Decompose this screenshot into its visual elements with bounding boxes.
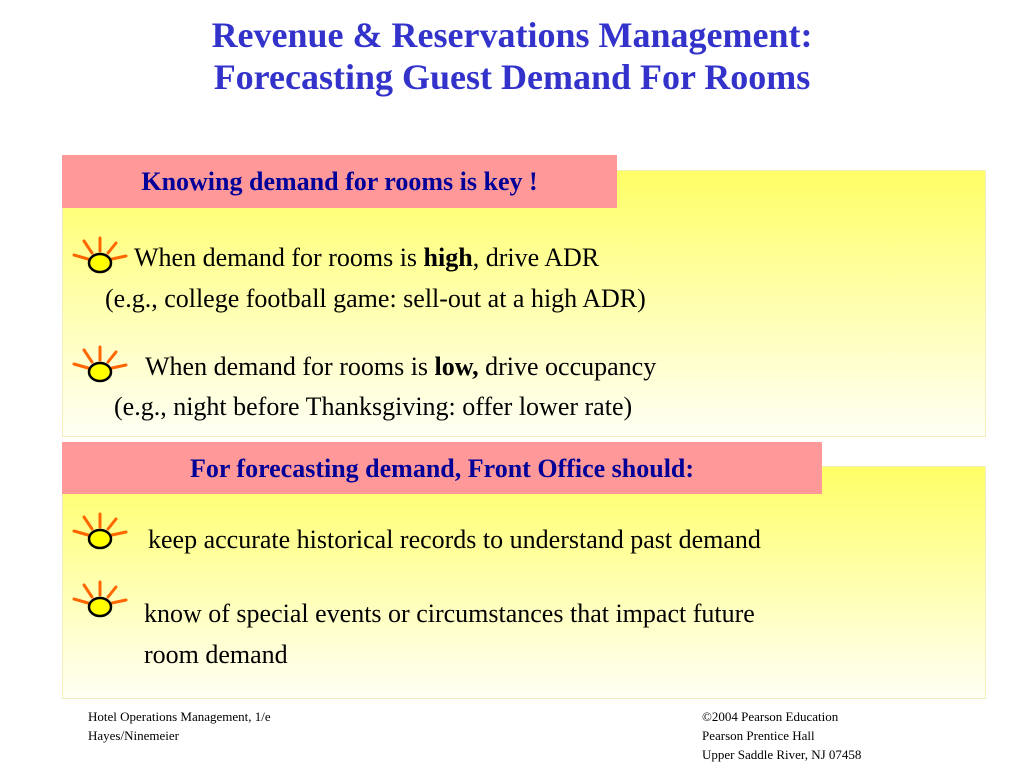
slide-title: [0, 14, 1024, 98]
bullet-high-bold: high: [423, 243, 473, 272]
bullet-high-demand: [134, 243, 599, 273]
bullet-low-prefix: When demand for rooms is: [145, 352, 435, 381]
sun-bullet-icon: [70, 512, 130, 554]
section2-header: For forecasting demand, Front Office should:: [62, 442, 822, 494]
bullet-special-events-line2: room demand: [144, 640, 288, 669]
title-line-1: Revenue & Reservations Management:: [211, 15, 813, 55]
title-line-2: Forecasting Guest Demand For Rooms: [213, 57, 811, 97]
bullet-low-bold: low,: [434, 352, 479, 381]
section1-header: Knowing demand for rooms is key !: [62, 155, 617, 208]
footer-publisher: Pearson Prentice Hall: [702, 728, 815, 743]
bullet-low-demand: [145, 352, 656, 382]
bullet-low-example: (e.g., night before Thanksgiving: offer lower rate): [114, 392, 633, 421]
bullet-high-prefix: When demand for rooms is: [134, 243, 424, 272]
footer-book-title: Hotel Operations Management, 1/e: [88, 709, 271, 724]
footer-authors: Hayes/Ninemeier: [88, 728, 179, 743]
footer-copyright: ©2004 Pearson Education: [702, 709, 839, 724]
bullet-low-suffix: drive occupancy: [478, 352, 657, 381]
sun-bullet-icon: [70, 580, 130, 622]
bullet-historical-records: keep accurate historical records to understand past demand: [148, 525, 761, 554]
bullet-high-example: (e.g., college football game: sell-out at a high ADR): [105, 284, 646, 313]
bullet-high-suffix: , drive ADR: [472, 243, 600, 272]
footer-address: Upper Saddle River, NJ 07458: [702, 747, 862, 762]
sun-bullet-icon: [70, 345, 130, 387]
footer-left: [88, 707, 271, 745]
sun-bullet-icon: [70, 236, 130, 278]
footer-right: [702, 707, 861, 764]
bullet-special-events-line1: know of special events or circumstances that impact future: [144, 599, 755, 628]
